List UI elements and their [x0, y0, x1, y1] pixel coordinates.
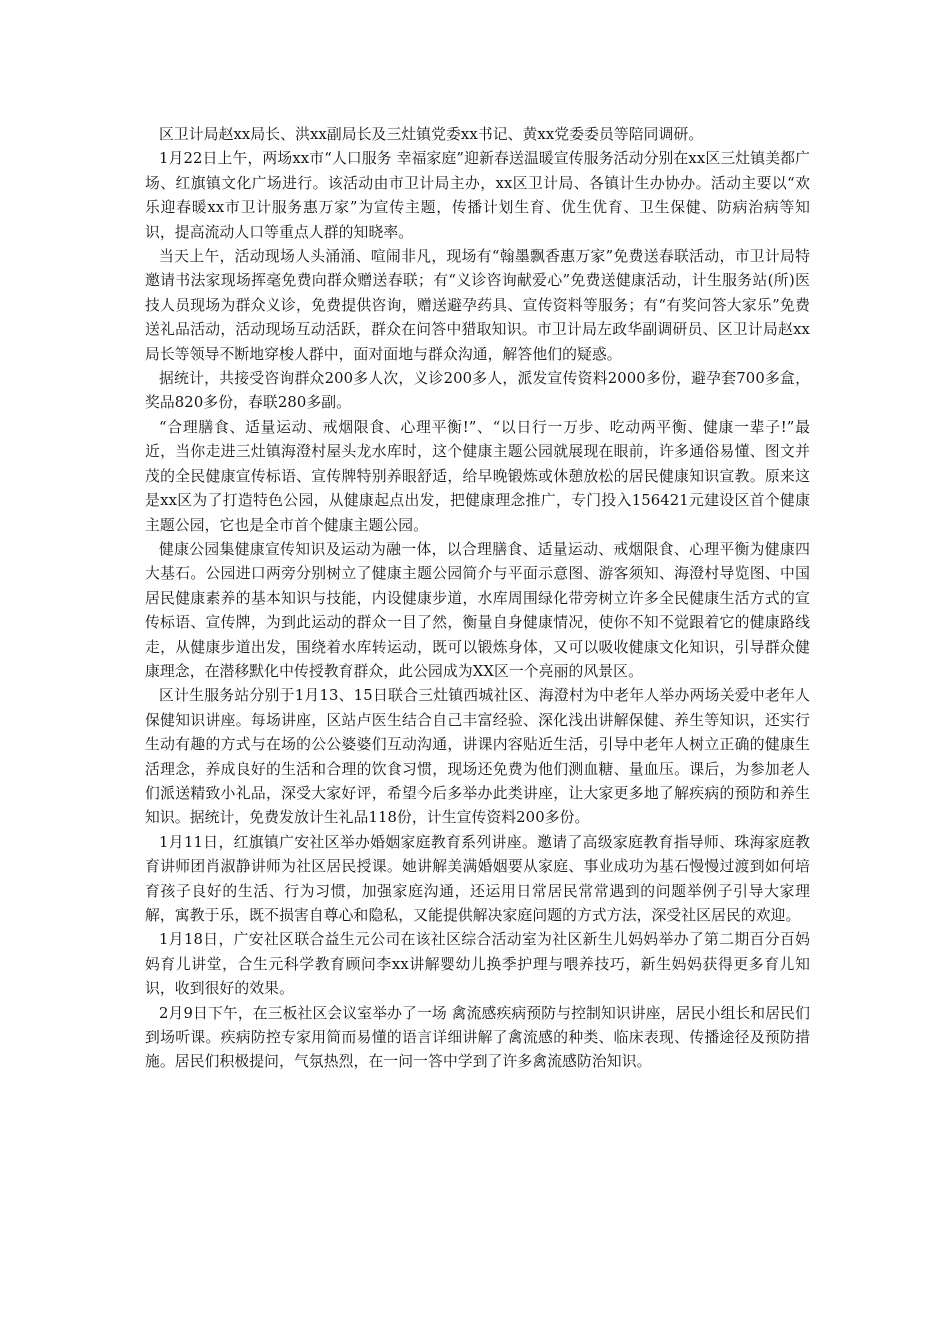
- paragraph-1: 区卫计局赵xx局长、洪xx副局长及三灶镇党委xx书记、黄xx党委委员等陪同调研。: [159, 126, 704, 143]
- paragraph-10: 2月9日下午，在三板社区会议室举办了一场 禽流感疾病预防与控制知识讲座，居民小组长和居民们到场听课。疾病防控专家用简而易懂的语言详细讲解了禽流感的种类、临床表现、传播途径及预防措施。居民们积极提问，气氛热烈，在一问一答中学到了许多禽流感防治知识。: [145, 1004, 810, 1071]
- paragraph-5: “合理膳食、适量运动、戒烟限食、心理平衡!”、“以日行一万步、吃动两平衡、健康一辈子!”最近，当你走进三灶镇海澄村屋头龙水库时，这个健康主题公园就展现在眼前，许多通俗易懂、图文并茂的全民健康宣传标语、宣传牌特别养眼舒适，给早晚锻炼或休憩放松的居民健康知识宣教。原来这是xx区为了打造特色公园，从健康起点出发，把健康理念推广，专门投入156421元建设区首个健康主题公园，它也是全市首个健康主题公园。: [145, 418, 810, 534]
- paragraph-3: 当天上午，活动现场人头涌涌、喧闹非凡，现场有“翰墨飘香惠万家”免费送春联活动，市卫计局特邀请书法家现场挥毫免费向群众赠送春联；有“义诊咨询献爱心”免费送健康活动，计生服务站(所)医技人员现场为群众义诊，免费提供咨询，赠送避孕药具、宣传资料等服务；有“有奖问答大家乐”免费送礼品活动，活动现场互动活跃，群众在问答中猎取知识。市卫计局左政华副调研员、区卫计局赵xx局长等领导不断地穿梭人群中，面对面地与群众沟通，解答他们的疑惑。: [145, 248, 810, 363]
- paragraph-8: 1月11日，红旗镇广安社区举办婚姻家庭教育系列讲座。邀请了高级家庭教育指导师、珠海家庭教育讲师团肖淑静讲师为社区居民授课。她讲解美满婚姻要从家庭、事业成功为基石慢慢过渡到如何培育孩子良好的生活、行为习惯，加强家庭沟通，还运用日常居民常常遇到的问题举例子引导大家理解，寓教于乐，既不损害自尊心和隐私，又能提供解决家庭问题的方式方法，深受社区居民的欢迎。: [145, 833, 810, 924]
- document-body: [145, 123, 810, 1075]
- paragraph-7: 区计生服务站分别于1月13、15日联合三灶镇西城社区、海澄村为中老年人举办两场关爱中老年人保健知识讲座。每场讲座，区站卢医生结合自己丰富经验、深化浅出讲解保健、养生等知识，还实行生动有趣的方式与在场的公公婆婆们互动沟通，讲课内容贴近生活，引导中老年人树立正确的健康生活理念，养成良好的生活和合理的饮食习惯，现场还免费为他们测血糖、量血压。课后，为参加老人们派送精致小礼品，深受大家好评，希望今后多举办此类讲座，让大家更多地了解疾病的预防和养生知识。据统计，免费发放计生礼品118份，计生宣传资料200多份。: [145, 687, 810, 827]
- paragraph-4: 据统计，共接受咨询群众200多人次，义诊200多人，派发宣传资料2000多份，避孕套700多盒，奖品820多份，春联280多副。: [145, 370, 810, 412]
- paragraph-2: 1月22日上午，两场xx市“人口服务 幸福家庭”迎新春送温暖宣传服务活动分别在xx区三灶镇美都广场、红旗镇文化广场进行。该活动由市卫计局主办，xx区卫计局、各镇计生办协办。活动主要以“欢乐迎春暖xx市卫计服务惠万家”为宣传主题，传播计划生育、优生优育、卫生保健、防病治病等知识，提高流动人口等重点人群的知晓率。: [145, 150, 810, 241]
- paragraph-6: 健康公园集健康宣传知识及运动为融一体，以合理膳食、适量运动、戒烟限食、心理平衡为健康四大基石。公园进口两旁分别树立了健康主题公园简介与平面示意图、游客须知、海澄村导览图、中国居民健康素养的基本知识与技能，内设健康步道，水库周围绿化带旁树立许多全民健康生活方式的宣传标语、宣传牌，为到此运动的群众一目了然，衡量自身健康情况，使你不知不觉跟着它的健康路线走，从健康步道出发，围绕着水库转运动，既可以锻炼身体，又可以吸收健康文化知识，引导群众健康理念，在潜移默化中传授教育群众，此公园成为XX区一个亮丽的风景区。: [145, 540, 810, 680]
- paragraph-9: 1月18日，广安社区联合益生元公司在该社区综合活动室为社区新生儿妈妈举办了第二期百分百妈妈育儿讲堂，合生元科学教育顾问李xx讲解婴幼儿换季护理与喂养技巧，新生妈妈获得更多育儿知识，收到很好的效果。: [145, 931, 810, 998]
